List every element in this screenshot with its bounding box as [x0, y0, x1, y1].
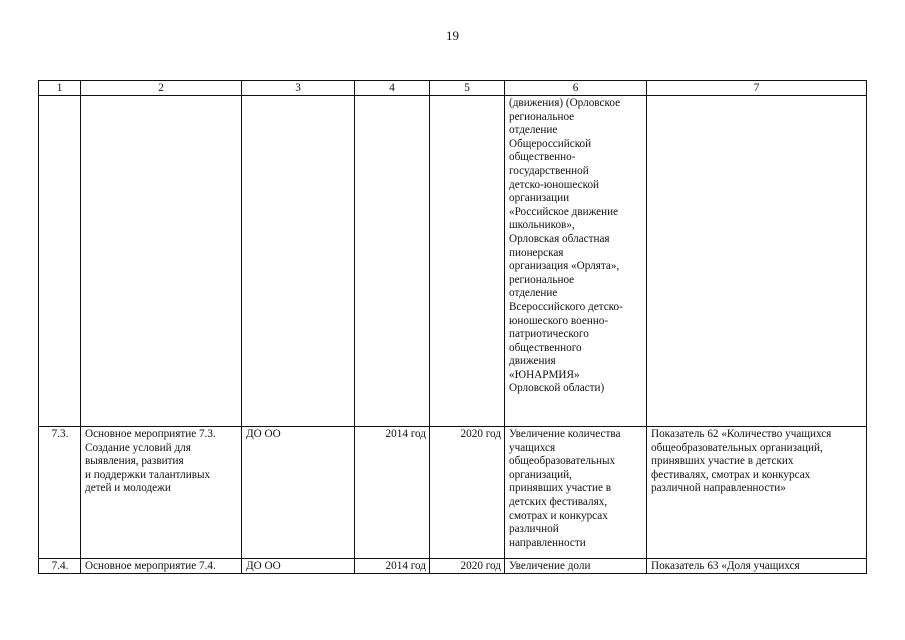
- text-line: детских фестивалях,: [509, 495, 608, 508]
- text-line: Увеличение доли: [509, 560, 591, 572]
- text-line: различной: [509, 523, 559, 536]
- text-line: Основное мероприятие 7.4.: [85, 560, 216, 572]
- table-row-7-4: [39, 559, 867, 574]
- cell-start-year: 2014 год: [355, 559, 430, 574]
- text-line: движения: [509, 355, 556, 368]
- text-line: Показатель 63 «Доля учащихся: [651, 560, 800, 572]
- cell-activity-name: [81, 559, 242, 574]
- page-number: 19: [446, 28, 459, 43]
- text-line: детско-юношеской: [509, 178, 600, 191]
- cell-empty: [430, 96, 505, 427]
- text-line: Увеличение количества: [509, 428, 621, 440]
- text-line: Создание условий для: [85, 441, 191, 454]
- text-line: Всероссийского детско-: [509, 300, 623, 313]
- text-line: пионерская: [509, 246, 564, 259]
- text-line: «ЮНАРМИЯ»: [509, 368, 580, 381]
- text-line: фестивалях, смотрах и конкурсах: [651, 468, 811, 481]
- cell-activity-number: 7.3.: [39, 427, 81, 559]
- table-row-7-3: [39, 427, 867, 559]
- text-line: организация «Орлята»,: [509, 260, 620, 273]
- text-line: Показатель 62 «Количество учащихся: [651, 428, 832, 440]
- header-row: [39, 81, 867, 96]
- header-cell-2: 2: [81, 81, 242, 96]
- header-cell-1: 1: [39, 81, 81, 96]
- text-line: детей и молодежи: [85, 482, 171, 495]
- text-line: общеобразовательных: [509, 455, 616, 468]
- text-line: Основное мероприятие 7.3.: [85, 428, 216, 440]
- cell-empty: [242, 96, 355, 427]
- text-line: отделение: [509, 287, 558, 300]
- cell-expected-result: [505, 559, 647, 574]
- text-line: различной направленности»: [651, 482, 786, 495]
- text-line: региональное: [509, 110, 575, 123]
- text-line: патриотического: [509, 328, 589, 341]
- text-line: учащихся: [509, 441, 556, 454]
- header-cell-5: 5: [430, 81, 505, 96]
- text-line: Общероссийской: [509, 137, 592, 150]
- cell-end-year: 2020 год: [430, 427, 505, 559]
- text-line: (движения) (Орловское: [509, 97, 621, 109]
- cell-activity-name: [81, 427, 242, 559]
- text-line: общественного: [509, 341, 582, 354]
- text-line: организаций,: [509, 468, 572, 481]
- text-line: общественно-: [509, 151, 576, 164]
- text-line: направленности: [509, 536, 586, 549]
- text-line: региональное: [509, 273, 575, 286]
- cell-activity-number: 7.4.: [39, 559, 81, 574]
- text-line: принявших участие в: [509, 482, 612, 495]
- cell-expected-result: [505, 427, 647, 559]
- text-line: «Российское движение: [509, 205, 619, 218]
- text-line: отделение: [509, 124, 558, 137]
- text-line: и поддержки талантливых: [85, 468, 211, 481]
- text-line: юношеского военно-: [509, 314, 609, 327]
- text-line: Орловская областная: [509, 232, 610, 245]
- text-line: школьников»,: [509, 219, 575, 232]
- cell-empty: [81, 96, 242, 427]
- text-line: организации: [509, 192, 570, 205]
- cell-start-year: 2014 год: [355, 427, 430, 559]
- table-row-continuation: [39, 96, 867, 427]
- cell-empty: [355, 96, 430, 427]
- header-cell-7: 7: [647, 81, 867, 96]
- cell-empty: [39, 96, 81, 427]
- text-line: общеобразовательных организаций,: [651, 441, 823, 454]
- cell-executor: ДО ОО: [242, 559, 355, 574]
- cell-indicator: [647, 427, 867, 559]
- header-cell-6: 6: [505, 81, 647, 96]
- header-cell-4: 4: [355, 81, 430, 96]
- cell-end-year: 2020 год: [430, 559, 505, 574]
- program-activities-table: [38, 80, 867, 574]
- text-line: государственной: [509, 164, 589, 177]
- text-line: принявших участие в детских: [651, 455, 794, 468]
- text-line: выявления, развития: [85, 455, 184, 468]
- cell-empty: [647, 96, 867, 427]
- text-line: смотрах и конкурсах: [509, 509, 608, 522]
- cell-result-continuation: [505, 96, 647, 427]
- header-cell-3: 3: [242, 81, 355, 96]
- text-line: Орловской области): [509, 382, 605, 395]
- cell-indicator: [647, 559, 867, 574]
- cell-executor: ДО ОО: [242, 427, 355, 559]
